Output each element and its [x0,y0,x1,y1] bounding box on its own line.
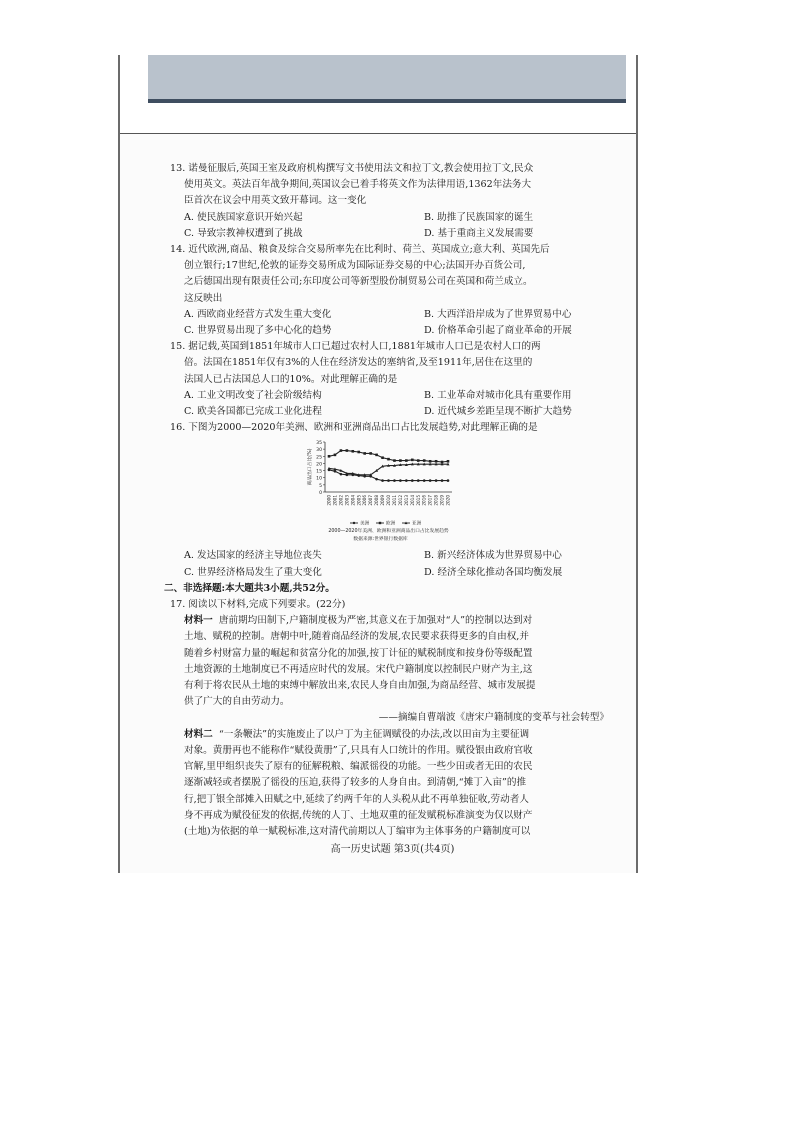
data-point [435,480,438,483]
q13-stem-line: 臣首次在议会中用英文致开幕词。这一变化 [184,195,367,207]
q14-option-a: A. 西欧商业经营方式发生重大变化 [184,308,332,320]
data-point [447,460,450,463]
material-2-text: “一条鞭法”的实施废止了以户丁为主征调赋役的办法,改以田亩为主要征调 [218,728,530,740]
q16-option-d: D. 经济全球化推动各国均衡发展 [424,566,563,578]
question-15 [170,339,615,420]
x-tick-label: 2009 [380,495,386,507]
data-point [417,480,420,483]
q15-stem-line: 法国人已占法国总人口的10%。对此理解正确的是 [184,373,398,385]
data-point [423,480,426,483]
page-content [164,161,615,858]
q13-option-d: D. 基于重商主义发展需要 [424,227,534,239]
x-tick-label: 2019 [439,495,445,507]
x-tick-label: 2017 [427,495,433,507]
material-2-line: 行,把丁银全部摊入田赋之中,延续了约两千年的人头税从此不再单独征收,劳动者人 [184,793,529,805]
q17-stem: 17. 阅读以下材料,完成下列要求。(22分) [170,599,346,611]
q15-option-b: B. 工业革命对城市化具有重要作用 [424,389,572,401]
page-footer: 高一历史试题 第3页(共4页) [330,844,455,856]
data-point [405,460,408,463]
legend-marker [353,522,355,524]
data-point [399,460,402,463]
q16-stem-line: 16. 下图为2000—2020年美洲、欧洲和亚洲商品出口占比发展趋势,对此理解正确的是 [170,422,538,434]
q15-stem-line: 倍。法国在1851年仅有3%的人住在经济发达的塞纳省,及至1911年,居住在这里的 [184,357,533,369]
chart-source: 数据来源:世界银行数据库 [353,537,408,543]
x-tick-label: 2001 [332,495,338,507]
y-tick-label: 30 [316,448,322,454]
q14-options-row [170,323,615,339]
q13-options-row [170,226,615,242]
x-tick-label: 2012 [397,495,403,507]
legend-label: 欧洲 [386,522,396,528]
y-tick-label: 20 [316,462,322,468]
x-tick-label: 2006 [362,495,368,507]
export-share-chart [170,436,615,548]
data-point [352,450,355,453]
data-point [375,454,378,457]
previous-page-edge [148,55,626,103]
data-point [411,459,414,462]
q15-options-row [170,388,615,404]
data-point [417,460,420,463]
material-2-line: 对象。黄册再也不能称作“赋役黄册”了,只具有人口统计的作用。赋役银由政府官收 [184,744,533,756]
y-tick-label: 0 [319,491,322,497]
y-tick-label: 5 [319,484,322,490]
data-point [346,450,349,453]
q15-stem-line: 15. 据记载,英国到1851年城市人口已超过农村人口,1881年城市人口已是农村人口的两 [170,341,541,353]
x-tick-label: 2010 [386,495,391,507]
material-1-text: 唐前期均田制下,户籍制度极为严密,其意义在于加强对“人”的控制以达到对 [218,615,533,627]
x-tick-label: 2020 [445,495,451,507]
q15-option-c: C. 欧美各国都已完成工业化进程 [184,406,322,418]
export-share-chart-svg [170,436,615,548]
legend-marker [379,522,381,524]
q14-options-row [170,307,615,323]
data-point [363,453,366,456]
material-1-label: 材料一 [184,615,213,627]
data-point [423,460,426,463]
q14-option-b: B. 大西洋沿岸成为了世界贸易中心 [424,308,572,320]
x-tick-label: 2013 [403,495,409,507]
data-point [441,480,444,483]
q14-option-d: D. 价格革命引起了商业革命的开展 [424,325,572,337]
page-top-band [120,55,636,134]
material-1-source: ——摘编自曹端波《唐宋户籍制度的变革与社会转型》 [378,712,609,724]
q16-option-b: B. 新兴经济体成为世界贸易中心 [424,550,562,562]
y-tick-label: 15 [316,470,322,476]
q16-options-row [170,548,615,564]
q13-stem-line: 使用英文。英法百年战争期间,英国议会已着手将英文作为法律用语,1362年法务大 [184,179,532,191]
q13-option-b: B. 助推了民族国家的诞生 [424,211,534,223]
question-13 [170,161,615,242]
material-2-line: (土地)为依据的单一赋税标准,这对清代前期以人丁编审为主体事务的户籍制度可以 [184,825,531,837]
x-tick-label: 2008 [374,495,380,507]
data-point [387,480,390,483]
q13-options-row [170,210,615,226]
data-point [435,460,438,463]
material-2-line: 逐渐减轻或者摆脱了徭役的压迫,获得了较多的人身自由。到清朝,“摊丁入亩”的推 [184,777,527,789]
question-16 [170,420,615,581]
q16-option-c: C. 世界经济格局发生了重大变化 [184,566,322,578]
material-2-line: 官解,里甲组织丧失了原有的征解税粮、编派徭役的功能。一些少田或者无田的农民 [184,761,533,773]
y-tick-label: 35 [316,441,322,447]
x-tick-label: 2005 [356,495,362,507]
legend-label: 美洲 [360,522,370,528]
data-point [381,480,384,483]
x-tick-label: 2016 [421,495,427,507]
q13-option-c: C. 导致宗教神权遭到了挑战 [184,227,303,239]
x-tick-label: 2018 [433,495,439,507]
q16-options-row [170,565,615,581]
x-tick-label: 2002 [338,495,344,507]
x-tick-label: 2003 [344,495,350,507]
q14-stem-line: 这反映出 [184,292,223,304]
y-tick-label: 10 [316,477,322,483]
data-point [393,480,396,483]
data-point [369,453,372,456]
question-14 [170,242,615,339]
x-tick-label: 2007 [368,495,374,507]
data-point [357,451,360,454]
q15-option-a: A. 工业文明改变了社会阶级结构 [184,389,322,401]
data-point [334,454,337,457]
q15-option-d: D. 近代城乡差距呈现不断扩大趋势 [424,406,572,418]
q13-option-a: A. 使民族国家意识开始兴起 [184,211,303,223]
q14-stem-line: 14. 近代欧洲,商品、粮食及综合交易所率先在比利时、荷兰、英国成立;意大利、英国先后 [170,244,550,256]
data-point [328,455,331,458]
data-point [411,480,414,483]
x-tick-label: 2011 [391,495,397,507]
x-tick-label: 2014 [409,495,415,507]
data-point [399,480,402,483]
data-point [340,473,343,476]
material-1-line: 土地、赋税的控制。唐朝中叶,随着商品经济的发展,农民要求获得更多的自由权,并 [184,631,529,643]
data-point [429,460,432,463]
scanned-page [118,55,638,873]
material-2-line [170,727,615,743]
chart-caption: 2000—2020年美洲、欧洲和亚洲商品出口占比发展趋势 [328,529,449,535]
q14-option-c: C. 世界贸易出现了多中心化的趋势 [184,325,332,337]
q14-stem-line: 创立银行;17世纪,伦敦的证券交易所成为国际证券交易的中心;法国开办百货公司, [184,260,526,272]
data-point [387,458,390,461]
data-point [375,478,378,481]
material-1-line [170,613,615,629]
y-tick-label: 25 [316,455,322,461]
q15-options-row [170,404,615,420]
material-1-line: 随着乡村财富力量的崛起和贫富分化的加强,按丁计征的赋税制度和按身份等级配置 [184,647,533,659]
legend-label: 亚洲 [412,522,422,528]
data-point [340,450,343,453]
material-1-line: 供了广大的自由劳动力。 [184,696,290,708]
data-point [381,457,384,460]
q16-option-a: A. 发达国家的经济主导地位丧失 [184,550,322,562]
y-axis-label: 商品出口占比(%) [308,448,313,486]
x-tick-label: 2000 [326,495,332,507]
material-2-line: 身不再成为赋役征发的依据,传统的人丁、土地双重的征发赋税标准演变为仅以财产 [184,809,533,821]
x-tick-label: 2004 [350,495,356,507]
question-17 [170,597,615,840]
data-point [405,480,408,483]
data-point [393,460,396,463]
data-point [334,470,337,473]
material-2-label: 材料二 [184,728,213,740]
material-1-line: 土地资源的土地制度已不再适应时代的发展。宋代户籍制度以控制民户财产为主,这 [184,663,533,675]
data-point [429,480,432,483]
section-2-heading: 二、非选择题:本大题共3小题,共52分。 [164,582,335,594]
q13-stem-line: 13. 诺曼征服后,英国王室及政府机构撰写文书使用法文和拉丁文,教会使用拉丁文,民众 [170,163,534,174]
material-1-line: 有利于将农民从土地的束缚中解放出来,农民人身自由加强,为商品经营、城市发展提 [184,680,536,692]
x-tick-label: 2015 [415,495,421,507]
q14-stem-line: 之后德国出现有限责任公司;东印度公司等新型股份制贸易公司在英国和荷兰成立。 [184,276,533,288]
data-point [447,480,450,483]
